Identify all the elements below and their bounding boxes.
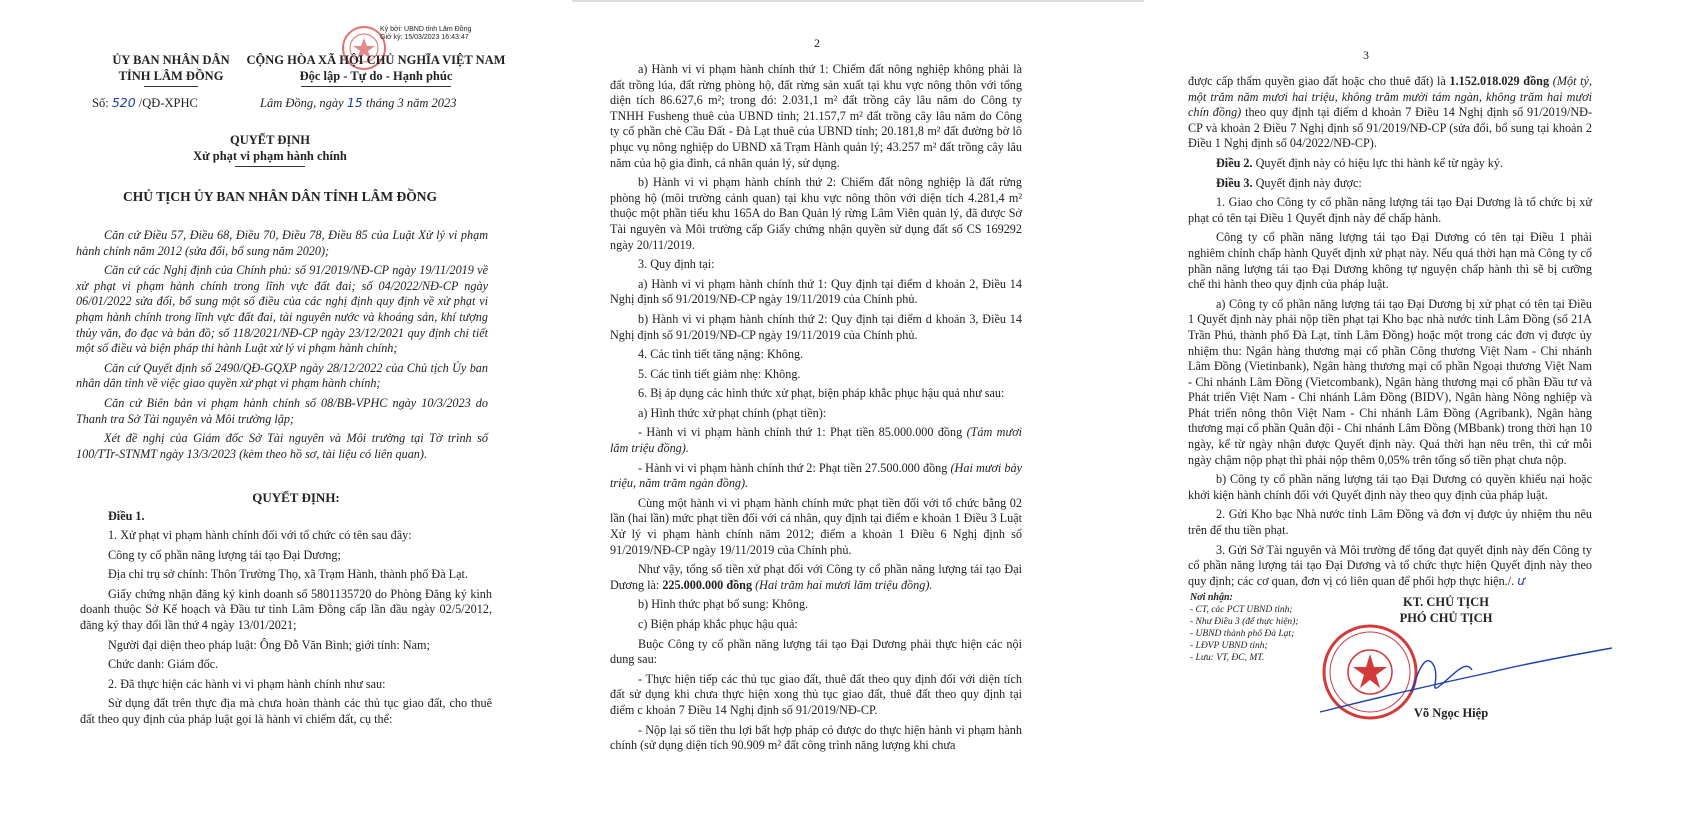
violation-1: a) Hành vi vi phạm hành chính thứ 1: Chiếm đất nông nghiệp không phải là đất trồng lúa, đất rừng phòng hộ, đất rừng sản xuất tại khu vực nông thôn với tổng diện tích 86.627,6 m²; trong đó: 2.031,1 m² đất trồng cây lâu năm do Công ty TNHH Fusheng thuê của UBND tỉnh; 21.157,7 m² đất trồng cây lâu năm do Công ty cổ phần chè Cầu Đất - Đà Lạt thuê của UBND tỉnh; 20.181,8 m² đất đường bờ lô phục vụ nông nghiệp do UBND xã Trạm Hành quản lý; 43.257 m² đất trồng cây lâu năm của hộ gia đình, cá nhân quản lý, sử dụng. <box>610 62 1022 170</box>
total-fine: Như vậy, tổng số tiền xử phạt đối với Công ty cổ phần năng lượng tái tạo Đại Dương là: 225.000.000 đồng (Hai trăm hai mươi lăm triệu đồng). <box>610 562 1022 592</box>
basis-item: Căn cứ Biên bản vi phạm hành chính số 08/BB-VPHC ngày 10/3/2023 do Thanh tra Sở Tài nguyên và Môi trường lập; <box>76 395 488 426</box>
recipient-item: - Như Điều 3 (để thực hiện); <box>1190 617 1299 627</box>
agency-line-1: ỦY BAN NHÂN DÂN <box>112 53 230 67</box>
body-paragraph: Chức danh: Giám đốc. <box>108 657 219 672</box>
sign-title-2: PHÓ CHỦ TỊCH <box>1399 611 1493 625</box>
article-1-label: Điều 1. <box>108 509 145 523</box>
fine-1: - Hành vi vi phạm hành chính thứ 1: Phạt tiền 85.000.000 đồng (Tám mươi lăm triệu đồng). <box>610 425 1023 456</box>
illegal-profit-amount: 1.152.018.029 đồng <box>1449 74 1550 88</box>
basis-item: Căn cứ Quyết định số 2490/QĐ-GQXP ngày 28/12/2022 của Chủ tịch Ủy ban nhân dân tỉnh về việc giao quyền xử phạt vi phạm hành chính; <box>76 360 488 391</box>
page-3 <box>1146 0 1684 826</box>
digital-sign-info <box>380 26 471 42</box>
sign-time-line: Giờ ký: 15/03/2023 16:43:47 <box>380 34 469 41</box>
payment-paragraph: a) Công ty cổ phần năng lượng tái tạo Đại Dương bị xử phạt có tên tại Điều 1 Quyết định này phải nộp tiền phạt tại Kho bạc nhà nước tỉnh Lâm Đồng (số 21A Trần Phú, thành phố Đà Lạt, tỉnh Lâm Đồng) hoặc một trong các đơn vị được ủy nhiệm thu: Ngân hàng thương mại cổ phần Công thương Việt Nam - Chi nhánh Lâm Đồng (Vietinbank), Ngân hàng thương mại cổ phần Ngoại thương Việt Nam - Chi nhánh Lâm Đồng (Vietcombank), Ngân hàng thương mại cổ phần Đầu tư và Phát triển Việt Nam - Chi nhánh Lâm Đồng (BIDV), Ngân hàng Nông nghiệp và Phát triển nông thôn Việt Nam - Chi nhánh Lâm Đồng (Agribank), Ngân hàng thương mại cổ phần Quân đội - Chi nhánh Lâm Đồng (MBbank) trong thời hạn 10 ngày, kể từ ngày nhận được Quyết định này. Quá thời hạn nêu trên, thì cứ mỗi ngày chậm nộp phạt thì phải nộp thêm 0,05% trên tổng số tiền phạt chưa nộp. <box>1188 296 1592 467</box>
decides-heading: QUYẾT ĐỊNH: <box>252 490 340 505</box>
decision-subtitle: Xử phạt vi phạm hành chính <box>193 149 347 163</box>
country-name: CỘNG HÒA XÃ HỘI CHỦ NGHĨA VIỆT NAM <box>246 53 506 67</box>
doc-number: Số: 520 /QĐ-XPHC <box>92 95 198 110</box>
body-paragraph: 6. Bị áp dụng các hình thức xử phạt, biện pháp khắc phục hậu quả như sau: <box>638 386 1005 401</box>
basis-item: Căn cứ Điều 57, Điều 68, Điều 70, Điều 78, Điều 85 của Luật Xử lý vi phạm hành chính năm 2012 (sửa đổi, bổ sung năm 2020); <box>76 228 488 258</box>
continued-paragraph: được cấp thẩm quyền giao đất hoặc cho thuê đất) là 1.152.018.029 đồng (Một tỷ, một trăm năm mươi hai triệu, không trăm mười tám ngàn, không trăm hai mươi chín đồng) theo quy định tại điểm d khoản 7 Điều 14 Nghị định số 91/2019/NĐ-CP và khoản 2 Điều 7 Nghị định số 91/2019/NĐ-CP (sửa đổi, bổ sung tại khoản 2 Điều 1 Nghị định số 04/2022/NĐ-CP). <box>1188 74 1592 151</box>
basis-item: Căn cứ các Nghị định của Chính phủ: số 91/2019/NĐ-CP ngày 19/11/2019 về xử phạt vi phạm hành chính trong lĩnh vực đất đai; số 04/2022/NĐ-CP ngày 06/01/2022 sửa đổi, bổ sung một số điều của các nghị định quy định về xử phạt vi phạm hành chính trong lĩnh vực đất đai, tài nguyên nước và khoáng sản, khí tượng thủy văn, đo đạc và bản đồ; số 118/2021/NĐ-CP ngày 23/12/2021 quy định chi tiết một số điều và biện pháp thi hành Luật xử lý vi phạm hành chính; <box>76 263 488 356</box>
article-1 <box>80 508 492 728</box>
page-1 <box>0 0 570 826</box>
article-2: Điều 2. Quyết định này có hiệu lực thi hành kể từ ngày ký. <box>1216 155 1504 170</box>
page-2-body <box>610 58 1022 754</box>
body-paragraph: Buộc Công ty cổ phần năng lượng tái tạo Đại Dương phải thực hiện các nội dung sau: <box>610 636 1022 667</box>
page-2 <box>572 0 1144 826</box>
handwritten-initials: ư <box>1517 573 1525 588</box>
body-paragraph: 2. Đã thực hiện các hành vi vi phạm hành chính như sau: <box>108 676 386 691</box>
body-paragraph: Sử dụng đất trên thực địa mà chưa hoàn thành các thủ tục giao đất, cho thuê đất theo quy định của pháp luật gọi là hành vi chiếm đất, cụ thể: <box>80 696 492 726</box>
decision-heading <box>100 132 440 167</box>
handwritten-number: 520 <box>111 95 136 110</box>
body-paragraph: 4. Các tình tiết tăng nặng: Không. <box>638 347 804 362</box>
body-paragraph: Công ty cổ phần năng lượng tái tạo Đại Dương; <box>108 547 341 562</box>
body-paragraph: a) Hành vi vi phạm hành chính thứ 1: Quy định tại điểm d khoản 2, Điều 14 Nghị định số 91/2019/NĐ-CP ngày 19/11/2019 của Chính phủ. <box>610 276 1022 307</box>
chairman-title: CHỦ TỊCH ỦY BAN NHÂN DÂN TỈNH LÂM ĐỒNG <box>122 189 438 204</box>
recipient-item: - UBND thành phố Đà Lạt; <box>1190 629 1295 639</box>
legal-basis <box>76 224 488 462</box>
body-paragraph: 3. Gửi Sở Tài nguyên và Môi trường để tống đạt quyết định này đến Công ty cổ phần năng lượng tái tạo Đại Dương và tổ chức thực hiện Quyết định này theo quy định; các cơ quan, đơn vị có liên quan để phối hợp thực hiện./. ư <box>1188 542 1592 588</box>
violation-2: b) Hành vi vi phạm hành chính thứ 2: Chiếm đất nông nghiệp là đất rừng phòng hộ (môi trường cảnh quan) tại khu vực nông thôn với diện tích 4.281,4 m² thuộc một phần tiểu khu 165A do Ban Quản lý rừng Lâm Viên quản lý, đã được Sở Tài nguyên và Môi trường cấp Giấy chứng nhận quyền sử dụng đất số CS 169292 ngày 20/11/2019. <box>610 175 1022 252</box>
signer-name: Võ Ngọc Hiệp <box>1413 706 1489 720</box>
page-number: 3 <box>1363 48 1369 62</box>
doc-date: Lâm Đồng, ngày 15 tháng 3 năm 2023 <box>260 95 457 110</box>
body-paragraph: b) Hành vi vi phạm hành chính thứ 2: Quy định tại điểm d khoản 3, Điều 14 Nghị định số 91/2019/NĐ-CP ngày 19/11/2019 của Chính phủ. <box>610 311 1022 342</box>
article-3: Điều 3. Quyết định này được: <box>1216 175 1362 190</box>
body-paragraph: b) Công ty cổ phần năng lượng tái tạo Đại Dương có quyền khiếu nại hoặc khởi kiện hành chính đối với Quyết định này theo quy định của pháp luật. <box>1188 472 1592 502</box>
handwritten-day: 15 <box>346 95 363 110</box>
basis-item: Xét đề nghị của Giám đốc Sở Tài nguyên và Môi trường tại Tờ trình số 100/TTr-STNMT ngày 13/3/2023 (kèm theo hồ sơ, tài liệu có liên quan). <box>76 431 488 461</box>
body-paragraph: 1. Giao cho Công ty cổ phần năng lượng tái tạo Đại Dương là tổ chức bị xử phạt có tên tại Điều 1 Quyết định này để chấp hành. <box>1188 195 1592 225</box>
body-paragraph: Cùng một hành vi vi phạm hành chính mức phạt tiền đối với tổ chức bằng 02 lần (hai lần) mức phạt tiền đối với cá nhân, quy định tại điểm e khoản 1 Điều 3 Luật Xử lý vi phạm hành chính năm 2012; điểm a khoản 1 Điều 6 Nghị định số 91/2019/NĐ-CP ngày 19/11/2019 của Chính phủ. <box>610 495 1022 557</box>
page-number: 2 <box>814 36 820 50</box>
body-paragraph: 1. Xử phạt vi phạm hành chính đối với tổ chức có tên sau đây: <box>108 528 412 542</box>
body-paragraph: c) Biện pháp khắc phục hậu quả: <box>638 617 798 631</box>
recipient-item: - LĐVP UBND tỉnh; <box>1190 641 1268 651</box>
remedy-item: - Thực hiện tiếp các thủ tục giao đất, thuê đất theo quy định đối với diện tích đất sử dụng khi chưa thực hiện xong thủ tục giao đất, thuê đất theo quy định tại điểm c khoản 7 Điều 14 Nghị định số 91/2019/NĐ-CP. <box>610 671 1022 717</box>
recipient-item: - Lưu: VT, ĐC, MT. <box>1190 653 1265 663</box>
remedy-item: - Nộp lại số tiền thu lợi bất hợp pháp có được do thực hiện hành vi phạm hành chính (sử dụng diện tích 90.909 m² đất công trình năng lượng khi chưa <box>610 722 1022 753</box>
body-paragraph: a) Hình thức xử phạt chính (phạt tiền): <box>638 405 827 420</box>
sign-title-1: KT. CHỦ TỊCH <box>1402 595 1489 609</box>
fine-2: - Hành vi vi phạm hành chính thứ 2: Phạt tiền 27.500.000 đồng (Hai mươi bảy triệu, năm trăm ngàn đồng). <box>610 460 1023 491</box>
body-paragraph: 3. Quy định tại: <box>638 257 715 272</box>
body-paragraph: Người đại diện theo pháp luật: Ông Đỗ Văn Bình; giới tính: Nam; <box>108 637 430 652</box>
body-paragraph: 2. Gửi Kho bạc Nhà nước tỉnh Lâm Đồng và đơn vị được ủy nhiệm thu nêu trên để thu tiền phạt. <box>1188 507 1592 538</box>
page-3-body <box>1188 70 1592 589</box>
motto: Độc lập - Tự do - Hạnh phúc <box>299 69 453 83</box>
recipients-title: Nơi nhận: <box>1190 592 1233 603</box>
decision-title: QUYẾT ĐỊNH <box>230 133 310 147</box>
sign-info-line: Ký bởi: UBND tỉnh Lâm Đồng <box>380 26 472 33</box>
agency-line-2: TỈNH LÂM ĐỒNG <box>118 69 224 83</box>
body-paragraph: 5. Các tình tiết giảm nhẹ: Không. <box>638 366 801 381</box>
body-paragraph: b) Hình thức phạt bổ sung: Không. <box>638 597 809 612</box>
country-header <box>226 52 526 87</box>
body-paragraph: Giấy chứng nhận đăng ký kinh doanh số 5801135720 do Phòng Đăng ký kinh doanh thuộc Sở Kế hoạch và Đầu tư tỉnh Lâm Đồng cấp lần đầu ngày 02/5/2012, đăng ký thay đổi lần thứ 4 ngày 13/01/2021; <box>80 586 492 632</box>
body-paragraph: Địa chỉ trụ sở chính: Thôn Trường Thọ, xã Trạm Hành, thành phố Đà Lạt. <box>108 567 468 582</box>
total-amount: 225.000.000 đồng <box>662 577 753 592</box>
recipient-item: - CT, các PCT UBND tỉnh; <box>1190 605 1293 615</box>
body-paragraph: Công ty cổ phần năng lượng tái tạo Đại Dương có tên tại Điều 1 phải nghiêm chỉnh chấp hành Quyết định xử phạt này. Nếu quá thời hạn mà Công ty cổ phần năng lượng tái tạo Đại Dương không tự nguyện chấp hành thì sẽ bị cưỡng chế thi hành theo quy định của pháp luật. <box>1188 230 1592 292</box>
